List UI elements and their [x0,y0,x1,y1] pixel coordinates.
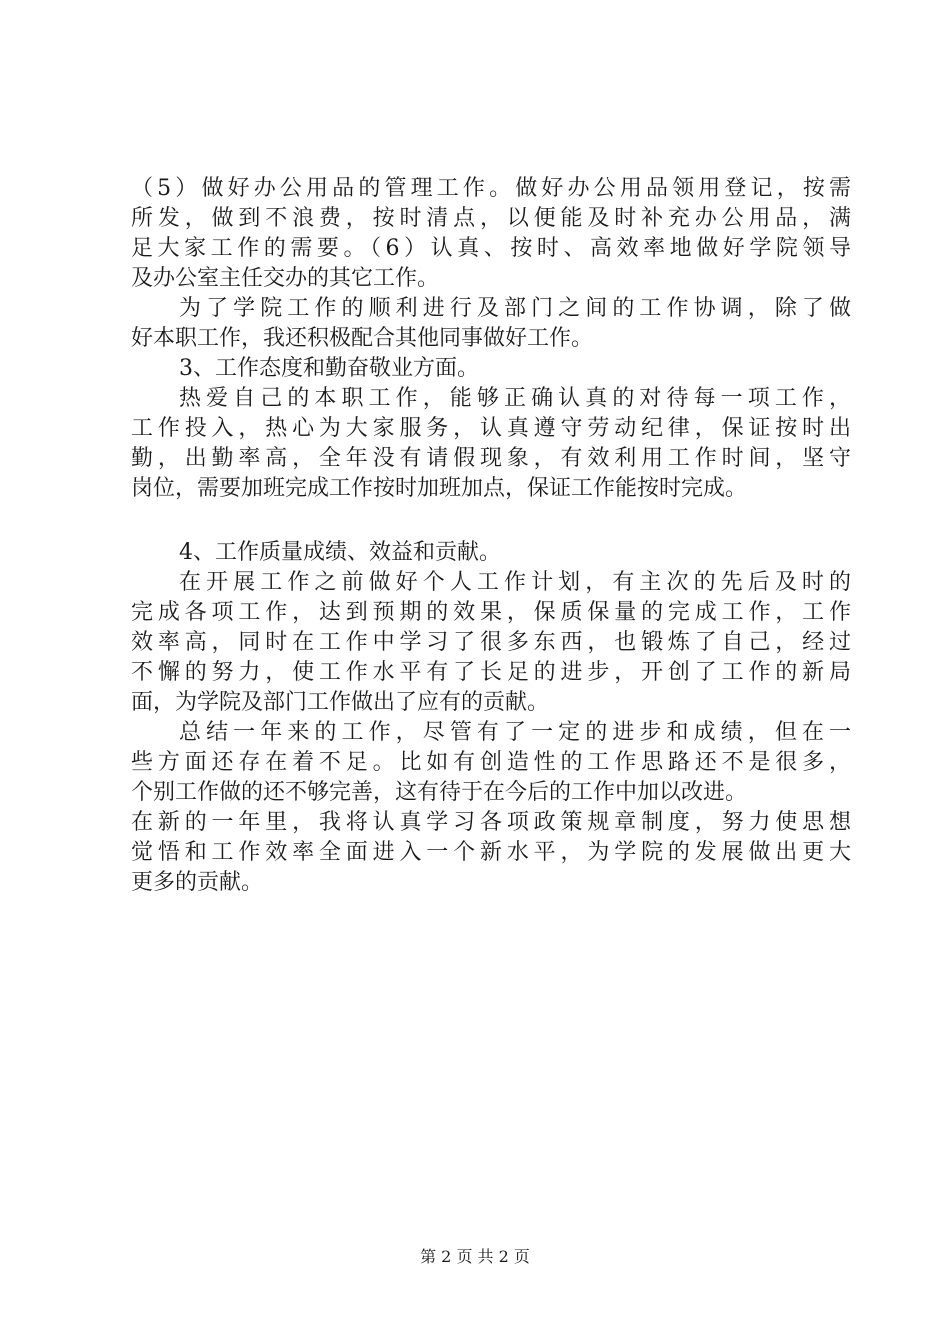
section-heading: 4、工作质量成绩、效益和贡献。 [179,540,501,565]
paragraph-first-line: 热爱自己的本职工作，能够正确认真的对待每一项工作， [179,386,851,411]
section-heading: 3、工作态度和勤奋敬业方面。 [179,356,479,381]
text-line: 好本职工作，我还积极配合其他同事做好工作。 [131,326,594,351]
text-line: 效率高，同时在工作中学习了很多东西，也锻炼了自己，经过 [131,630,851,655]
text-line: 觉悟和工作效率全面进入一个新水平，为学院的发展做出更大 [131,840,851,865]
text-line: 所发，做到不浪费，按时清点，以便能及时补充办公用品，满 [131,206,851,231]
text-line: 些方面还存在着不足。比如有创造性的工作思路还不是很多， [131,750,851,775]
paragraph-gap [131,504,851,538]
paragraph-first-line: 总结一年来的工作，尽管有了一定的进步和成绩，但在一 [179,720,851,745]
text-line: 完成各项工作，达到预期的效果，保质保量的完成工作，工作 [131,600,851,625]
text-line: （5）做好办公用品的管理工作。做好办公用品领用登记，按需 [131,176,851,201]
text-line: 岗位，需要加班完成工作按时加班加点，保证工作能按时完成。 [131,476,748,501]
text-line: 勤，出勤率高，全年没有请假现象，有效利用工作时间，坚守 [131,446,851,471]
page-number-footer: 第 2 页 共 2 页 [420,1247,530,1266]
paragraph-first-line: 在开展工作之前做好个人工作计划，有主次的先后及时的 [179,570,851,595]
text-line: 及办公室主任交办的其它工作。 [131,266,440,291]
text-line: 工作投入，热心为大家服务，认真遵守劳动纪律，保证按时出 [131,416,851,441]
text-line: 足大家工作的需要。（6）认真、按时、高效率地做好学院领导 [131,236,851,261]
document-body [131,174,851,898]
text-line: 个别工作做的还不够完善，这有待于在今后的工作中加以改进。 [131,780,748,805]
text-line: 面，为学院及部门工作做出了应有的贡献。 [131,690,550,715]
paragraph-first-line: 为了学院工作的顺利进行及部门之间的工作协调，除了做 [179,296,851,321]
text-line: 更多的贡献。 [131,870,264,895]
text-line: 不懈的努力，使工作水平有了长足的进步，开创了工作的新局 [131,660,851,685]
text-line: 在新的一年里，我将认真学习各项政策规章制度，努力使思想 [131,810,851,835]
